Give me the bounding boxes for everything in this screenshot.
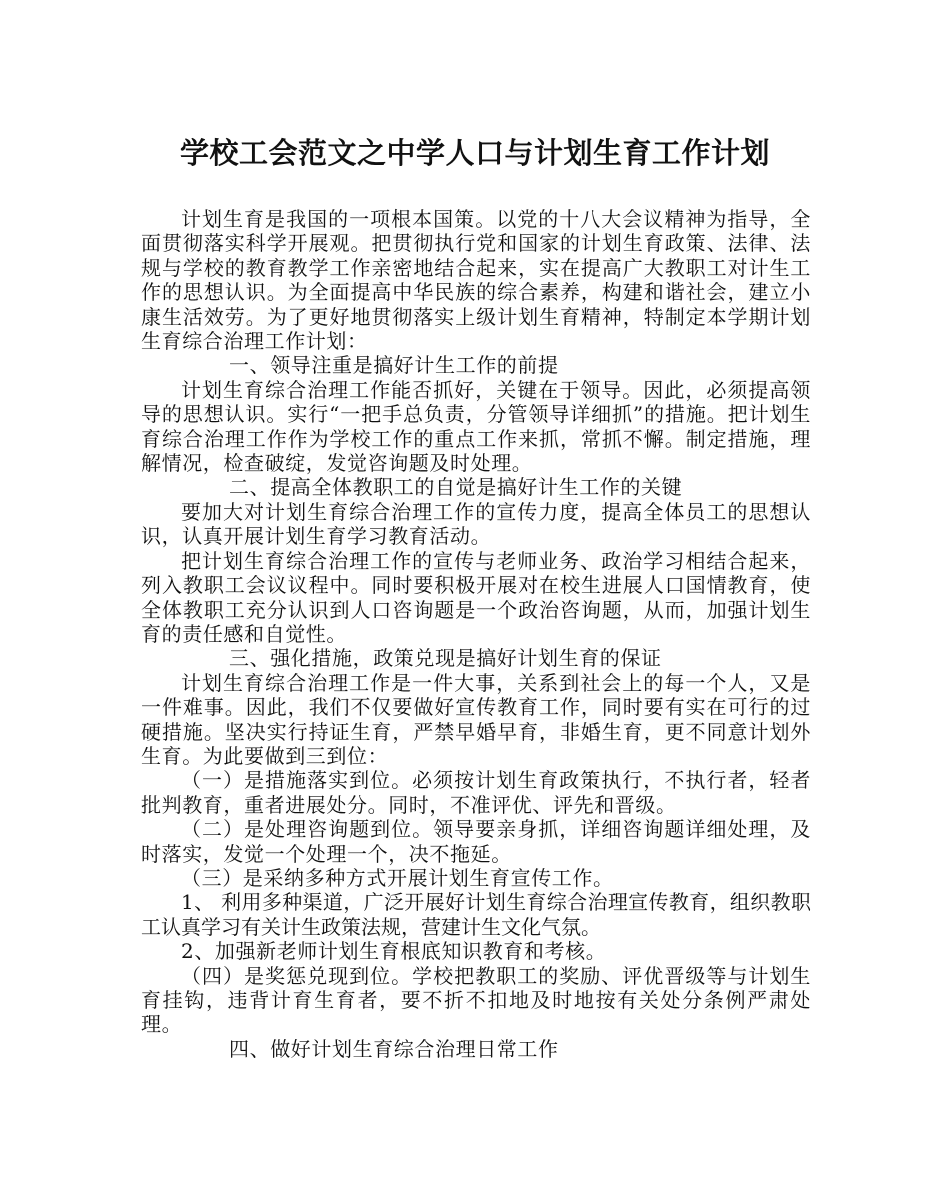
paragraph: 计划生育综合治理工作是一件大事，关系到社会上的每一个人，又是一件难事。因此，我们不仅要做好宣传教育工作，同时要有实在可行的过硬措施。坚决实行持证生育，严禁早婚早育，非婚生育，更不同意计划外生育。为此要做到三到位： xyxy=(141,670,811,768)
section-heading-4: 四、做好计划生育综合治理日常工作 xyxy=(229,1036,559,1061)
paragraph: 要加大对计划生育综合治理工作的宣传力度，提高全体员工的思想认识，认真开展计划生育学习教育活动。 xyxy=(141,499,811,549)
paragraph: 把计划生育综合治理工作的宣传与老师业务、政治学习相结合起来，列入教职工会议议程中。同时要积极开展对在校生进展人口国情教育，使全体教职工充分认识到人口咨询题是一个政治咨询题，从而，加强计划生育的责任感和自觉性。 xyxy=(141,548,811,646)
numbered-item: 1、 利用多种渠道，广泛开展好计划生育综合治理宣传教育，组织教职工认真学习有关计生政策法规，营建计生文化气氛。 xyxy=(141,890,811,939)
section-heading-1: 一、领导注重是搞好计生工作的前提 xyxy=(229,353,559,378)
list-item: （三）是采纳多种方式开展计划生育宣传工作。 xyxy=(181,865,614,890)
section-heading-2: 二、提高全体教职工的自觉是搞好计生工作的关键 xyxy=(229,475,683,500)
section-heading-3: 三、强化措施，政策兑现是搞好计划生育的保证 xyxy=(229,646,662,671)
document-body xyxy=(141,207,811,1061)
list-item: （二）是处理咨询题到位。领导要亲身抓，详细咨询题详细处理，及时落实，发觉一个处理一个，决不拖延。 xyxy=(141,817,811,866)
numbered-item: 2、加强新老师计划生育根底知识教育和考核。 xyxy=(181,939,607,964)
document-title: 学校工会范文之中学人口与计划生育工作计划 xyxy=(179,136,770,170)
paragraph-intro: 计划生育是我国的一项根本国策。以党的十八大会议精神为指导，全面贯彻落实科学开展观。把贯彻执行党和国家的计划生育政策、法律、法规与学校的教育教学工作亲密地结合起来，实在提高广大教职工对计生工作的思想认识。为全面提高中华民族的综合素养，构建和谐社会，建立小康生活效劳。为了更好地贯彻落实上级计划生育精神，特制定本学期计划生育综合治理工作计划： xyxy=(141,207,811,354)
paragraph: 计划生育综合治理工作能否抓好，关键在于领导。因此，必须提高领导的思想认识。实行“一把手总负责，分管领导详细抓”的措施。把计划生育综合治理工作作为学校工作的重点工作来抓，常抓不懈。制定措施，理解情况，检查破绽，发觉咨询题及时处理。 xyxy=(141,377,811,476)
list-item: （四）是奖惩兑现到位。学校把教职工的奖励、评优晋级等与计划生育挂钩，违背计育生育者，要不折不扣地及时地按有关处分条例严肃处理。 xyxy=(141,963,811,1037)
list-item: （一）是措施落实到位。必须按计划生育政策执行，不执行者，轻者批判教育，重者进展处分。同时，不准评优、评先和晋级。 xyxy=(141,768,811,817)
